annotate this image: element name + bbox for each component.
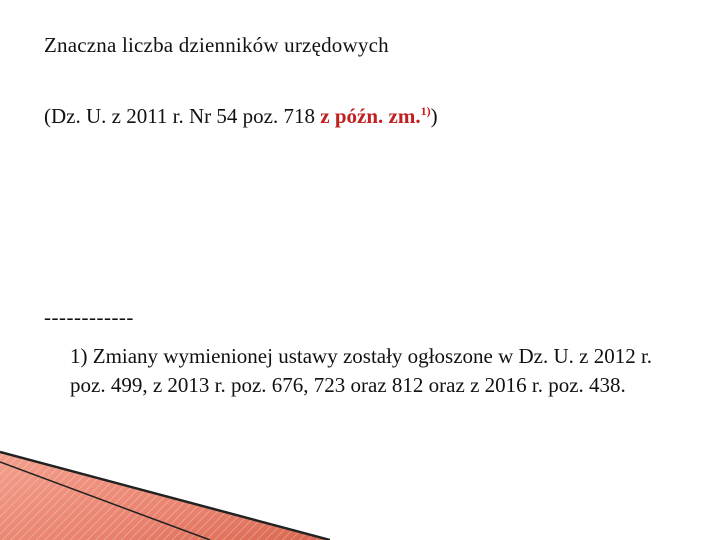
amendment-note [320, 104, 430, 128]
citation-prefix: (Dz. U. z 2011 r. Nr 54 poz. 718 [44, 104, 321, 128]
footnote-reference: 1) [420, 104, 431, 118]
amendment-text: z późn. zm. [320, 104, 421, 128]
legal-citation [44, 102, 438, 130]
slide-heading: Znaczna liczba dzienników urzędowych [44, 33, 389, 57]
footnote-separator: ------------ [44, 305, 134, 329]
footnote-text: 1) Zmiany wymienionej ustawy zostały ogłoszone w Dz. U. z 2012 r. poz. 499, z 2013 r. poz. 676, 723 oraz 812 oraz z 2016 r. poz. 438. [70, 344, 653, 397]
citation-suffix: ) [430, 104, 438, 128]
decorative-corner-graphic [0, 440, 330, 540]
